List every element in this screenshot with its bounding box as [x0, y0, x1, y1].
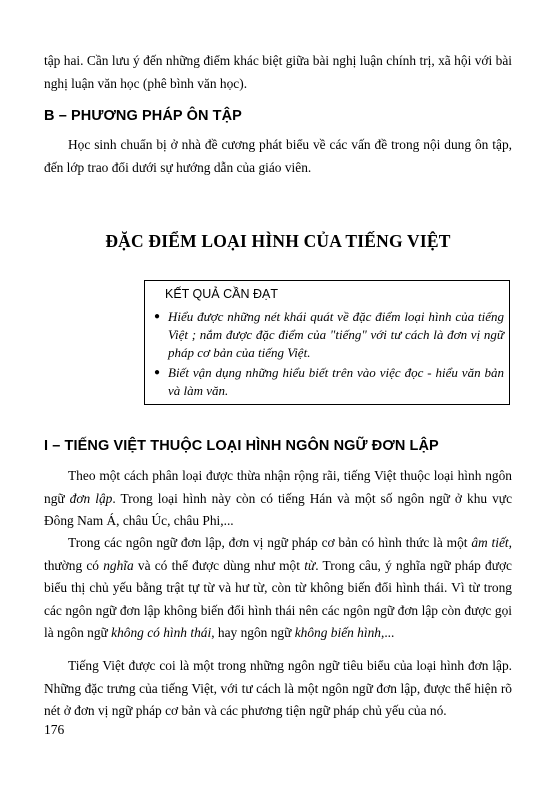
text-run: . Trong câu, ý nghĩa ngữ pháp được biểu thị chủ yếu bằng trật tự từ và hư từ, còn từ không biến đổi hình thái. Vì từ trong các ngôn ngữ đơn lập không biến đổi hình thái nên các ngôn ngữ đơn lập còn được gọi là ngôn ngữ — [44, 557, 513, 640]
text-run: . Trong loại hình này còn có tiếng Hán và một số ngôn ngữ ở khu vực Đông Nam Á, châu Úc, châu Phi,... — [44, 490, 513, 528]
text-run: Trong các ngôn ngữ đơn lập, đơn vị ngữ pháp cơ bản có hình thức là một — [68, 535, 472, 550]
outcomes-title: KẾT QUẢ CẦN ĐẠT — [165, 287, 278, 301]
outcome-item — [152, 308, 504, 362]
emphasis-term: không biến hình — [294, 625, 381, 640]
emphasis-term: đơn lập — [69, 490, 113, 506]
outcome-text: Biết vận dụng những hiểu biết trên vào việc đọc - hiểu văn bản và làm văn. — [168, 365, 504, 398]
text-run: và có thể được dùng như một — [133, 557, 305, 573]
text-run: Theo một cách phân loại được thừa nhận rộng rãi, tiếng Việt thuộc loại hình ngôn ngữ — [44, 468, 512, 506]
emphasis-term: từ — [304, 557, 316, 573]
paragraph-1 — [44, 465, 512, 533]
bullet-icon: ● — [154, 367, 161, 378]
text-run: ,... — [380, 625, 395, 640]
emphasis-term: âm tiết — [471, 535, 509, 550]
outcome-item — [152, 364, 504, 400]
text-run: , thường có — [44, 535, 512, 573]
page-number: 176 — [44, 722, 65, 737]
bullet-icon: ● — [154, 311, 161, 322]
learning-outcomes-box — [144, 280, 510, 405]
outcome-text: Hiểu được những nét khái quát về đặc điểm loại hình của tiếng Việt ; nắm được đặc điểm của "tiếng" với tư cách là đơn vị ngữ pháp cơ bản của tiếng Việt. — [168, 309, 504, 360]
section-heading: I – TIẾNG VIỆT THUỘC LOẠI HÌNH NGÔN NGỮ ĐƠN LẬP — [44, 438, 439, 454]
paragraph-2 — [44, 532, 512, 645]
emphasis-term: nghĩa — [103, 557, 134, 573]
paragraph-3: Tiếng Việt được coi là một trong những ngôn ngữ tiêu biểu của loại hình đơn lập. Những đặc trưng của tiếng Việt, với tư cách là một ngôn ngữ đơn lập, được thể hiện rõ nét ở đơn vị ngữ pháp cơ bản và các phương tiện ngữ pháp chủ yếu của nó. — [44, 658, 512, 718]
emphasis-term: không có hình thái — [111, 625, 212, 640]
review-paragraph: Học sinh chuẩn bị ở nhà đề cương phát biểu về các vấn đề trong nội dung ôn tập, đến lớp trao đổi dưới sự hướng dẫn của giáo viên. — [44, 137, 512, 175]
method-heading: B – PHƯƠNG PHÁP ÔN TẬP — [44, 108, 242, 124]
text-run: , hay ngôn ngữ — [211, 625, 295, 640]
lesson-title: ĐẶC ĐIỂM LOẠI HÌNH CỦA TIẾNG VIỆT — [105, 231, 451, 251]
intro-paragraph: tập hai. Cần lưu ý đến những điểm khác biệt giữa bài nghị luận chính trị, xã hội với bài nghị luận văn học (phê bình văn học). — [44, 53, 512, 91]
